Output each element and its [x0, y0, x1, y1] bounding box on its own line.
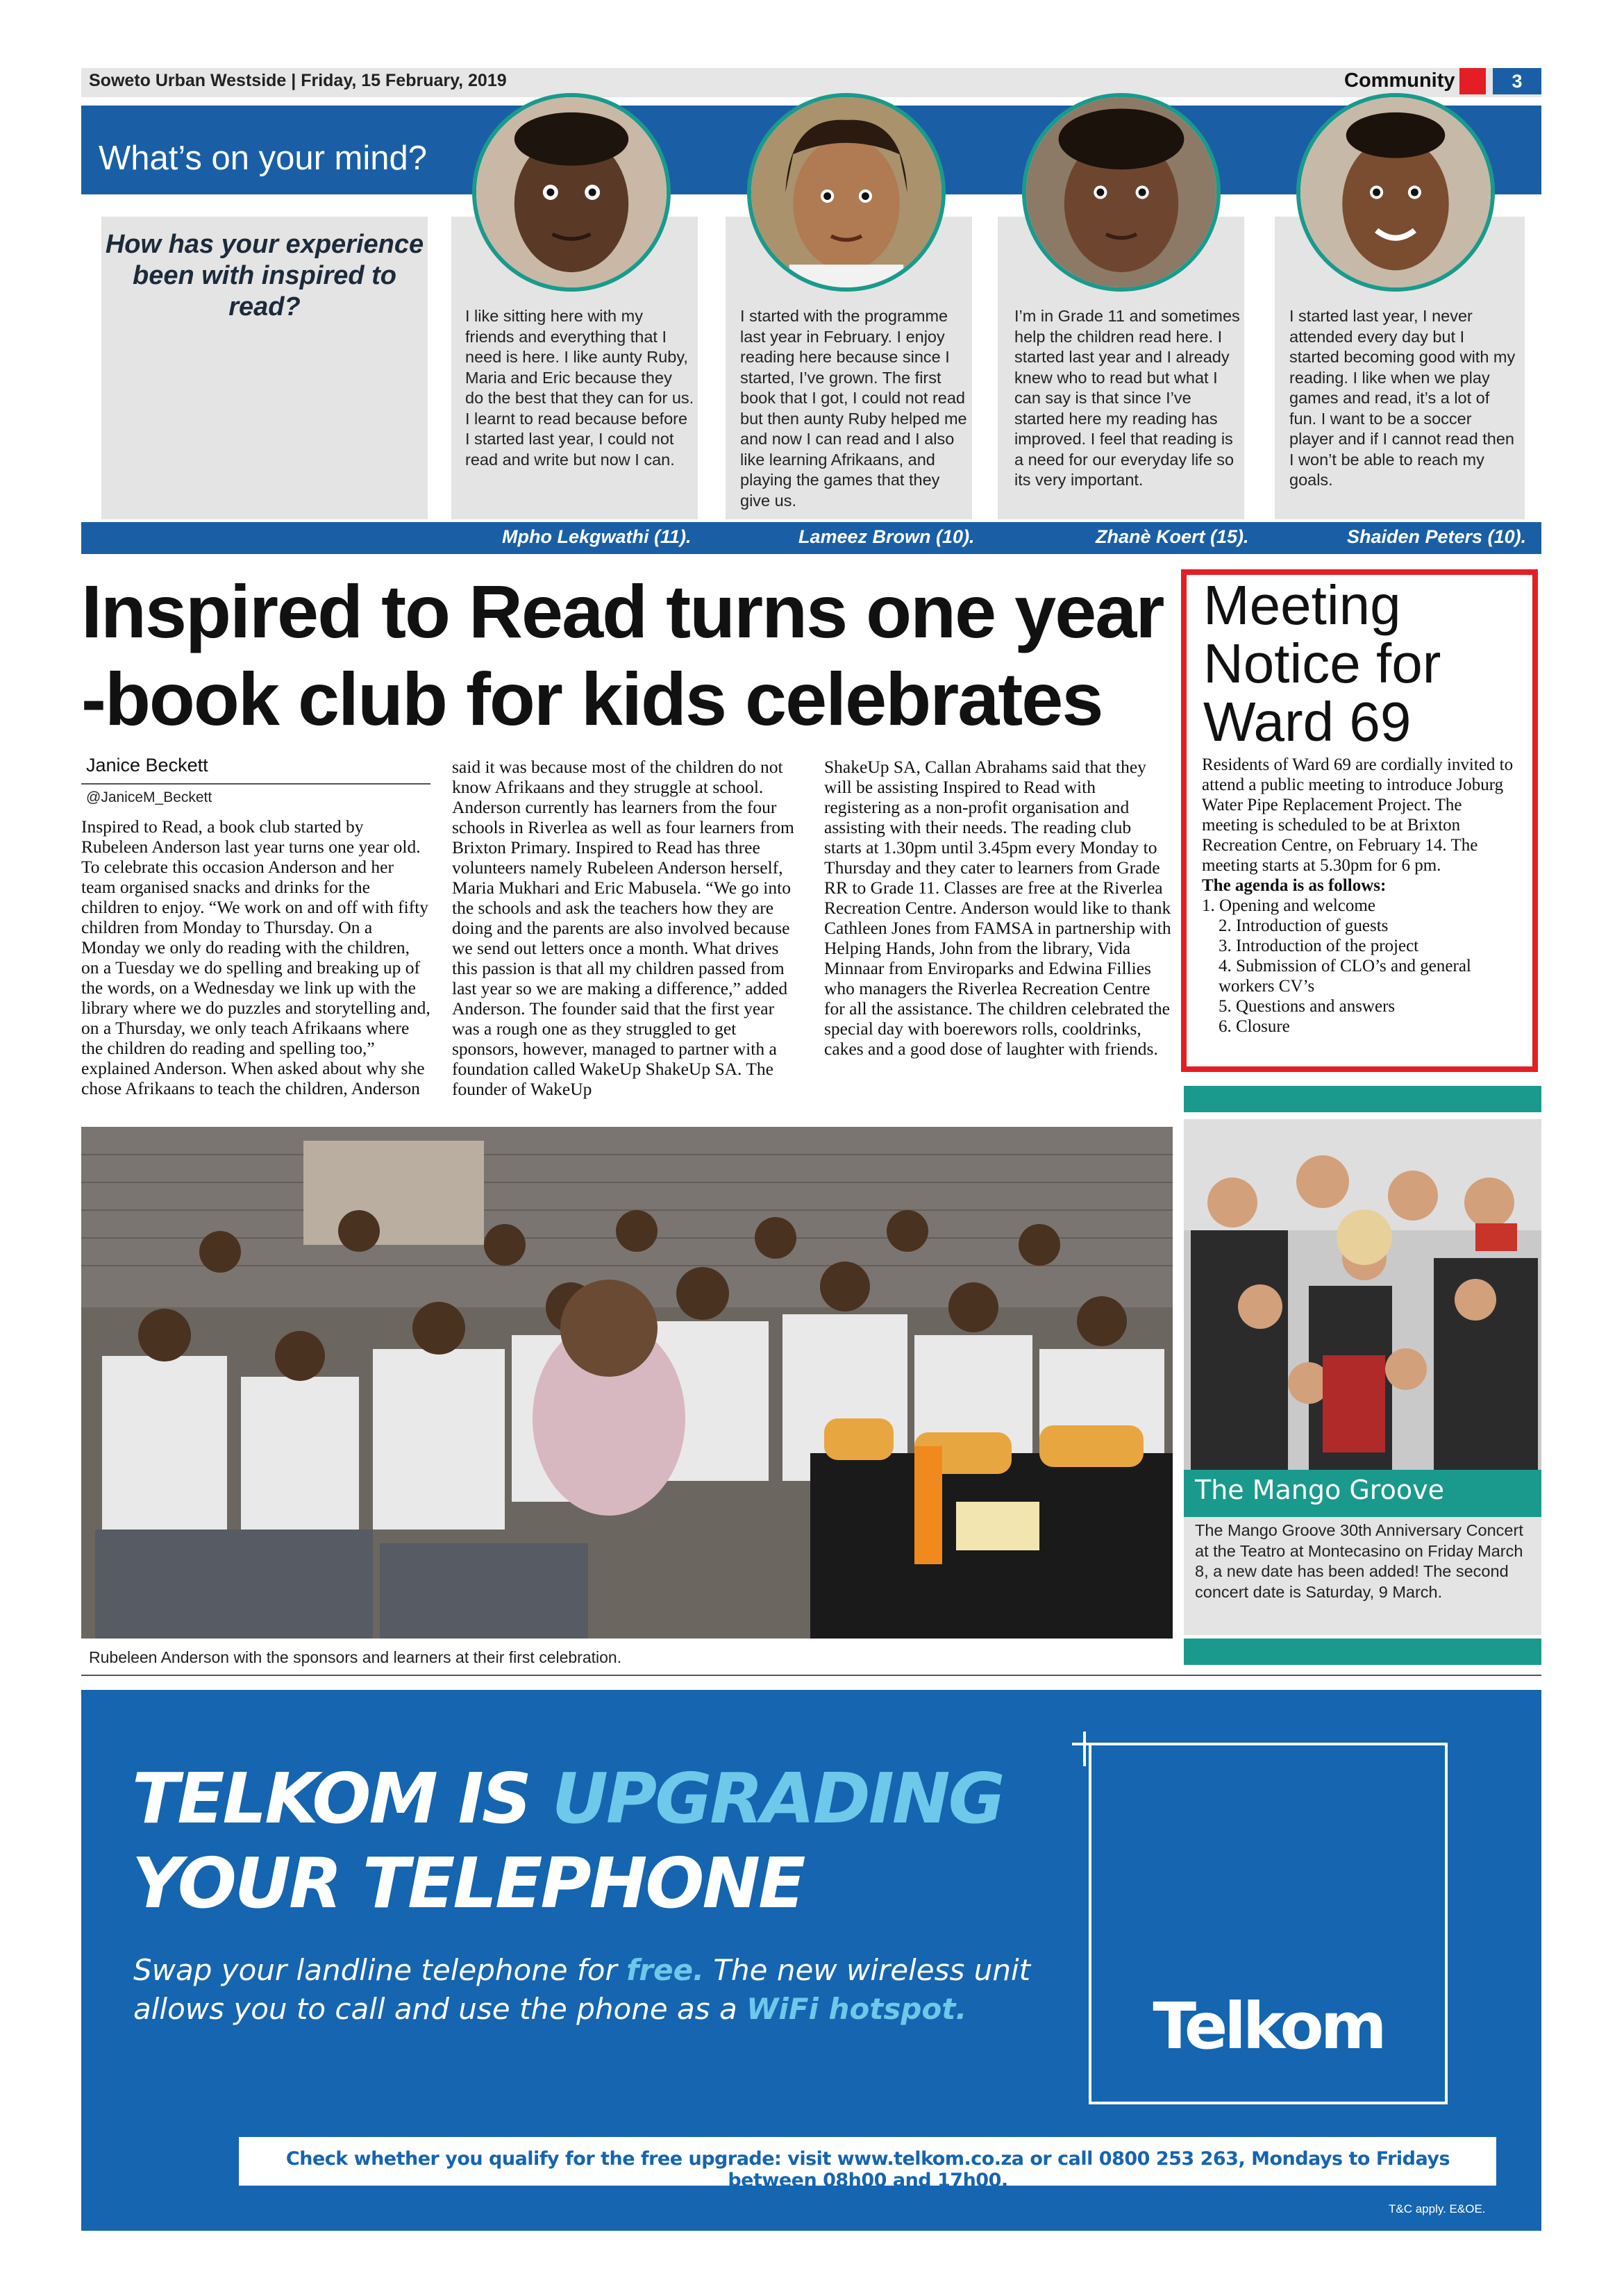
portrait-photo [747, 93, 946, 292]
article-column-2: said it was because most of the children do not know Afrikaans and they struggle at school. Anderson currently has learners from the four schools in Riverlea as well as four learners from Brixton Primary. Inspired to Read has three volunteers namely Rubeleen Anderson herself, Maria Mukhari and Eric Mabusela. “We go into the schools and ask the teachers how they are doing and the parents are also involved because we send out letters once a month. What drives this passion is that all my children passed from last year so we are making a difference,” added Anderson. The founder said that the first year was a rough one as they struggled to get sponsors, however, managed to partner with a foundation called WakeUp ShakeUp SA. The founder of WakeUp [452, 757, 794, 1099]
advert-headline [132, 1757, 1003, 1926]
agenda-item: 3. Introduction of the project [1219, 937, 1419, 955]
article-column-1: Inspired to Read, a book club started by Rubeleen Anderson last year turns one year old. To celebrate this occasion Anderson and her team organised snacks and drinks for the children to enjoy. “We work on and off with fifty children from Monday to Thursday. On a Monday we only do reading with the children, on a Tuesday we do spelling and breaking up of the words, on a Wednesday we link up with the library where we do puzzles and storytelling and, on a Thursday, we only teach Afrikaans where the children do reading and spelling too,” explained Anderson. When asked about why she chose Afrikaans to teach the children, Anderson [81, 816, 430, 1098]
article-column-3: ShakeUp SA, Callan Abrahams said that they will be assisting Inspired to Read with registering as a non-profit organisation and assisting with their needs. The reading club starts at 1.30pm until 3.45pm every Monday to Thursday and they cater to learners from Grade RR to Grade 11. Classes are free at the Riverlea Recreation Centre. Anderson would like to thank Cathleen Jones from FAMSA in partnership with Helping Hands, John from the library, Vida Minnaar from Enviroparks and Edwina Fillies who managers the Riverlea Recreation Centre for all the assistance. The children celebrated the special day with boerewors rolls, cooldrinks, cakes and a good dose of laughter with friends. [824, 757, 1171, 1059]
agenda-item: 2. Introduction of guests [1219, 916, 1389, 935]
agenda-item: 5. Questions and answers [1219, 997, 1396, 1016]
advert-subtext-part: Swap your landline telephone for [133, 1953, 617, 1987]
celebration-photo [81, 1127, 1173, 1639]
page-number: 3 [1493, 68, 1541, 94]
advert-subtext [133, 1951, 1091, 2029]
mango-title: The Mango Groove [1195, 1475, 1444, 1505]
agenda-item: 6. Closure [1219, 1017, 1290, 1036]
section-marker [1459, 68, 1486, 94]
respondent-name: Mpho Lekgwathi (11). [502, 526, 692, 547]
meeting-notice-text: Residents of Ward 69 are cordially invited to attend a public meeting to introduce Joburg Water Pipe Replacement Project. The meeting is scheduled to be at Brixton Recreation Centre, on February 14. The meeting starts at 5.30pm for 6 pm. [1202, 755, 1514, 875]
mango-text: The Mango Groove 30th Anniversary Concert at the Teatro at Montecasino on Friday March 8, a new date has been added! The second concert date is Saturday, 9 March. [1195, 1521, 1523, 1601]
logo-corner-mark [1072, 1743, 1107, 1745]
vox-pop-quote: I started with the programme last year in February. I enjoy reading here because since I started, I’ve grown. The first book that I got, I could not read but then aunty Ruby helped me and now I can read and I also like learning Afrikaans, and playing the games that they give us. [740, 307, 967, 510]
agenda-item: 1. Opening and welcome [1202, 896, 1375, 915]
agenda-item: 4. Submission of CLO’s and general workers CV’s [1219, 957, 1471, 996]
vox-pop-question: How has your experience been with inspired to read? [105, 230, 424, 321]
article-headline: Inspired to Read turns one year -book club for kids celebrates [81, 569, 1164, 741]
logo-corner-mark [1083, 1732, 1086, 1766]
meeting-notice-title: Meeting Notice for Ward 69 [1203, 574, 1441, 753]
advert-free: free. [626, 1953, 705, 1987]
agenda-heading: The agenda is as follows: [1202, 876, 1387, 895]
respondent-name: Zhanè Koert (15). [1096, 526, 1249, 547]
author-handle: @JaniceM_Beckett [86, 789, 212, 805]
vox-pop-title: What’s on your mind? [99, 140, 427, 177]
photo-caption: Rubeleen Anderson with the sponsors and learners at their first celebration. [89, 1648, 622, 1666]
vox-pop-quote: I like sitting here with my friends and everything that I need is here. I like aunty Ruby, Maria and Eric because they do the best that they can for us. I learnt to read because before I started last year, I could not read and write but now I can. [465, 307, 694, 469]
mango-groove-photo [1184, 1119, 1541, 1470]
advert-headline-part: TELKOM IS [132, 1758, 530, 1839]
respondent-name: Shaiden Peters (10). [1347, 526, 1527, 547]
advert-subtext-part: The new wireless unit allows you to call and use the phone as a [133, 1953, 1031, 2026]
advert-cta: Check whether you qualify for the free upgrade: visit www.telkom.co.za or call 0800 253 263, Mondays to Fridays between 08h00 and 17h00. [285, 2148, 1450, 2191]
teal-divider [1184, 1639, 1541, 1665]
telkom-logo: Telkom [1153, 1989, 1384, 2063]
meeting-notice-body [1202, 755, 1521, 1037]
advert-headline-accent: UPGRADING [551, 1758, 1003, 1839]
vox-pop-quote: I started last year, I never attended every day but I started becoming good with my reading. I like when we play games and read, it’s a lot of fun. I want to be a soccer player and if I cannot read then I won’t be able to reach my goals. [1289, 307, 1516, 489]
advert-wifi: WiFi hotspot. [746, 1992, 967, 2026]
advert-terms: T&C apply. E&OE. [1389, 2202, 1486, 2215]
respondent-name: Lameez Brown (10). [798, 526, 975, 547]
portrait-photo [1022, 93, 1221, 292]
caption-divider [81, 1675, 1541, 1676]
vox-pop-quote: I’m in Grade 11 and sometimes help the children read here. I started last year and I already knew who to read but what I can say is that since I’ve started here my reading has improved. I feel that reading is a need for our everyday life so its very important. [1014, 307, 1240, 489]
article-byline: Janice Beckett [86, 755, 208, 776]
portrait-photo [1296, 93, 1495, 292]
publication-date-line: Soweto Urban Westside | Friday, 15 February, 2019 [89, 71, 507, 90]
section-label: Community [1344, 69, 1455, 92]
byline-divider [81, 783, 430, 785]
portrait-photo [472, 93, 671, 292]
teal-divider [1184, 1086, 1541, 1112]
advert-headline-line2: YOUR TELEPHONE [132, 1843, 804, 1924]
